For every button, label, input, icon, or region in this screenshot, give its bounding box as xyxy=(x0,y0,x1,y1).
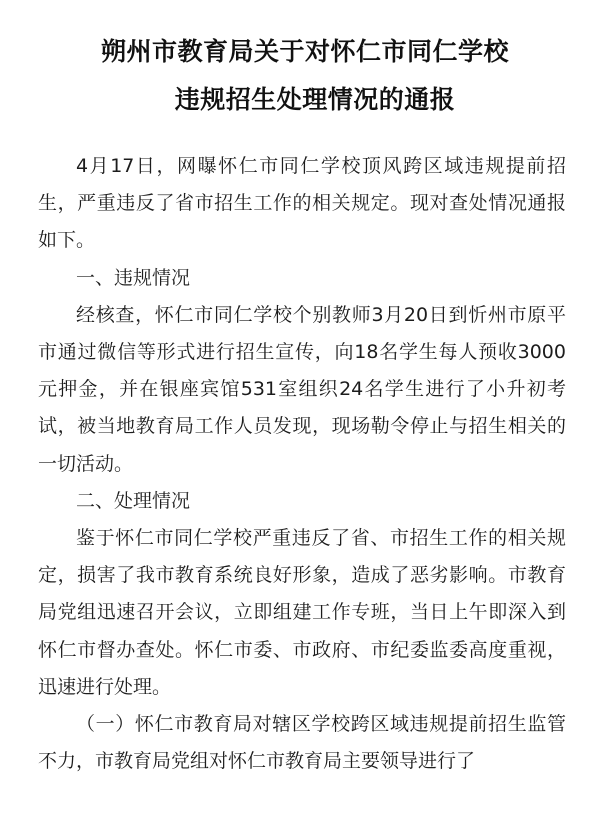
document-title xyxy=(0,0,600,124)
section-2-heading: 二、处理情况 xyxy=(76,489,191,512)
section-2-item-1: （一）怀仁市教育局对辖区学校跨区域违规提前招生监管不力，市教育局党组对怀仁市教育局主要领导进行了 xyxy=(38,713,566,773)
section-2-paragraph: 鉴于怀仁市同仁学校严重违反了省、市招生工作的相关规定，损害了我市教育系统良好形象，造成了恶劣影响。市教育局党组迅速召开会议，立即组建工作专班，当日上午即深入到怀仁市督办查处。怀仁市委、市政府、市纪委监委高度重视，迅速进行处理。 xyxy=(38,527,566,698)
section-1-paragraph: 经核查，怀仁市同仁学校个别教师3月20日到忻州市原平市通过微信等形式进行招生宣传，向18名学生每人预收3000元押金，并在银座宾馆531室组织24名学生进行了小升初考试，被当地教育局工作人员发现，现场勒令停止与招生相关的一切活动。 xyxy=(38,303,566,475)
title-line-1: 朔州市教育局关于对怀仁市同仁学校 xyxy=(100,37,509,66)
section-1-heading: 一、违规情况 xyxy=(76,266,191,289)
title-line-2: 违规招生处理情况的通报 xyxy=(174,85,456,114)
intro-paragraph: 4月17日，网曝怀仁市同仁学校顶风跨区域违规提前招生，严重违反了省市招生工作的相关规定。现对查处情况通报如下。 xyxy=(38,155,566,252)
document-body xyxy=(38,148,566,780)
